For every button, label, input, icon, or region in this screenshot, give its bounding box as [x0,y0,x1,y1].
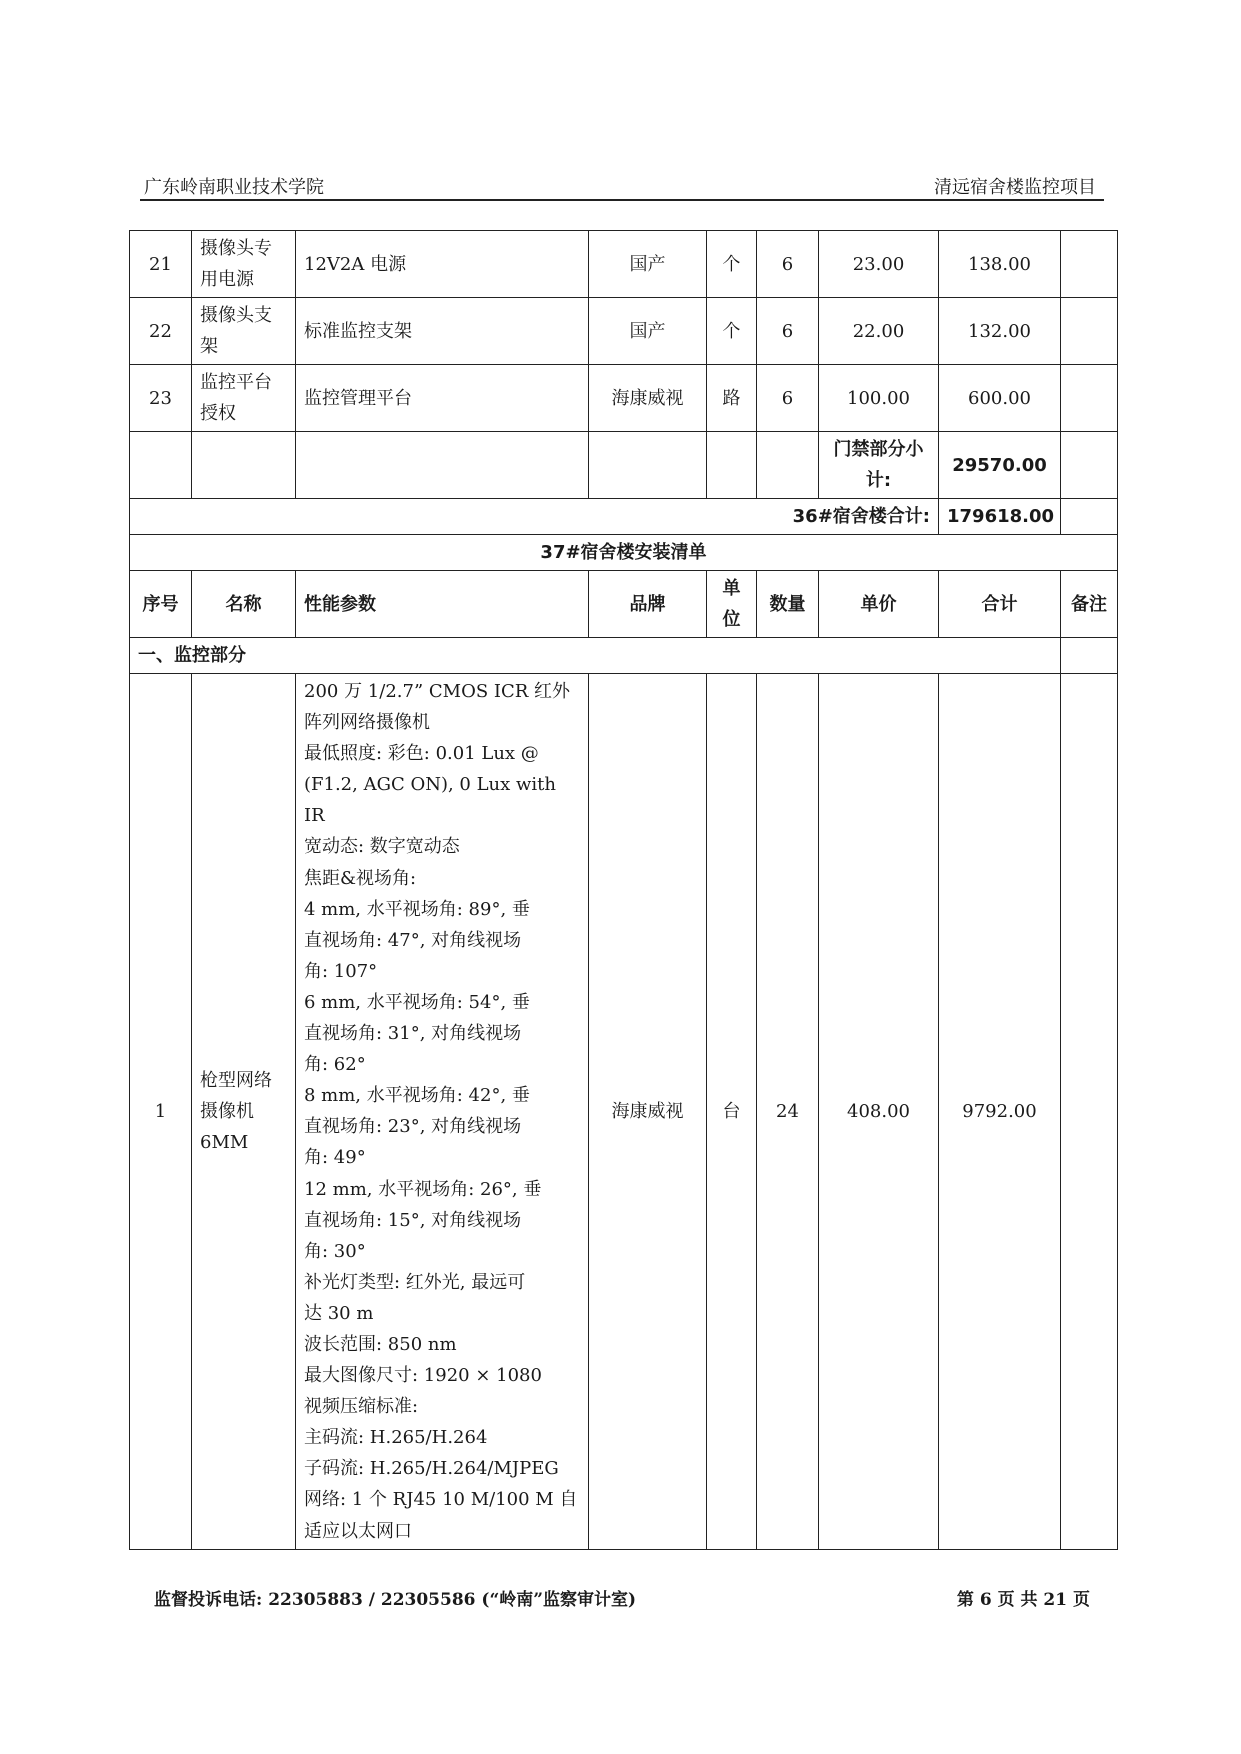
section-title: 37#宿舍楼安装清单 [130,535,1118,571]
cell-name: 枪型网络摄像机6MM [192,674,296,1550]
cell-spec: 标准监控支架 [296,298,589,365]
header-divider [140,199,1104,201]
table-row [130,231,1118,298]
spec-line: 最大图像尺寸: 1920 × 1080 [304,1365,542,1387]
section-title-row [130,535,1118,571]
header-org: 广东岭南职业技术学院 [144,177,324,198]
cell-spec [296,674,589,1550]
bill-of-quantities-table [129,230,1118,1550]
cell-price: 22.00 [819,298,939,365]
spec-line: 波长范围: 850 nm [304,1333,457,1355]
cell-price: 408.00 [819,674,939,1550]
column-header-row [130,571,1118,638]
cell-name: 摄像头专用电源 [192,231,296,298]
page-number: 第 6 页 共 21 页 [956,1590,1090,1610]
header-project: 清远宿舍楼监控项目 [934,177,1096,198]
cell-brand: 国产 [589,298,707,365]
spec-line: 8 mm, 水平视场角: 42°, 垂 [304,1085,530,1107]
spec-line: 直视场角: 31°, 对角线视场 [304,1023,522,1045]
spec-line: 直视场角: 47°, 对角线视场 [304,929,522,951]
cell-spec: 监控管理平台 [296,365,589,432]
spec-line: 角: 107° [304,960,378,982]
cell-total: 9792.00 [939,674,1061,1550]
spec-line: 4 mm, 水平视场角: 89°, 垂 [304,898,530,920]
cell-qty: 24 [757,674,819,1550]
spec-line: 宽动态: 数字宽动态 [304,836,460,858]
col-header-unit: 单位 [707,571,757,638]
spec-line: 6 mm, 水平视场角: 54°, 垂 [304,991,530,1013]
cell-no: 23 [130,365,192,432]
spec-line: 角: 30° [304,1240,366,1262]
cell-unit: 个 [707,298,757,365]
cell-qty: 6 [757,365,819,432]
cell-no: 1 [130,674,192,1550]
col-header-name: 名称 [192,571,296,638]
cell-no: 21 [130,231,192,298]
spec-line: 12 mm, 水平视场角: 26°, 垂 [304,1178,542,1200]
cell-no: 22 [130,298,192,365]
spec-line: 角: 62° [304,1054,366,1076]
col-header-no: 序号 [130,571,192,638]
spec-line: 直视场角: 15°, 对角线视场 [304,1209,522,1231]
empty-cell [130,432,192,499]
col-header-brand: 品牌 [589,571,707,638]
spec-line: 视频压缩标准: [304,1396,419,1418]
empty-cell [589,432,707,499]
building-total-value: 179618.00 [939,499,1061,535]
cell-name: 摄像头支架 [192,298,296,365]
building-total-row [130,499,1118,535]
cell-brand: 海康威视 [589,365,707,432]
spec-line: 阵列网络摄像机 [304,712,430,734]
cell-spec: 12V2A 电源 [296,231,589,298]
group-title-row [130,638,1118,674]
group-title: 一、监控部分 [130,638,1061,674]
col-header-spec: 性能参数 [296,571,589,638]
empty-cell [1061,499,1118,535]
building-total-label: 36#宿舍楼合计: [130,499,939,535]
spec-line: 子码流: H.265/H.264/MJPEG [304,1458,559,1480]
empty-cell [296,432,589,499]
cell-unit: 台 [707,674,757,1550]
subtotal-row [130,432,1118,499]
cell-note [1061,674,1118,1550]
cell-brand: 海康威视 [589,674,707,1550]
spec-line: 网络: 1 个 RJ45 10 M/100 M 自 [304,1489,578,1511]
cell-unit: 路 [707,365,757,432]
spec-line: 直视场角: 23°, 对角线视场 [304,1116,522,1138]
subtotal-value: 29570.00 [939,432,1061,499]
complaint-hotline: 监督投诉电话: 22305883 / 22305586 (“岭南”监察审计室) [154,1590,637,1610]
cell-total: 138.00 [939,231,1061,298]
spec-line: 适应以太网口 [304,1520,412,1542]
cell-note [1061,298,1118,365]
cell-qty: 6 [757,231,819,298]
spec-line: 最低照度: 彩色: 0.01 Lux @ [304,743,539,765]
spec-line: 200 万 1/2.7” CMOS ICR 红外 [304,681,571,702]
table-row [130,674,1118,1550]
table-row [130,365,1118,432]
cell-note [1061,231,1118,298]
cell-unit: 个 [707,231,757,298]
empty-cell [192,432,296,499]
cell-total: 132.00 [939,298,1061,365]
cell-qty: 6 [757,298,819,365]
empty-cell [1061,638,1118,674]
cell-note [1061,365,1118,432]
col-header-note: 备注 [1061,571,1118,638]
spec-line: IR [304,805,325,827]
table-row [130,298,1118,365]
col-header-qty: 数量 [757,571,819,638]
cell-brand: 国产 [589,231,707,298]
col-header-total: 合计 [939,571,1061,638]
empty-cell [1061,432,1118,499]
cell-price: 100.00 [819,365,939,432]
col-header-price: 单价 [819,571,939,638]
spec-line: 角: 49° [304,1147,366,1169]
spec-line: 补光灯类型: 红外光, 最远可 [304,1271,526,1293]
spec-line: 达 30 m [304,1302,374,1324]
empty-cell [707,432,757,499]
empty-cell [757,432,819,499]
subtotal-label: 门禁部分小计: [819,432,939,499]
cell-total: 600.00 [939,365,1061,432]
cell-price: 23.00 [819,231,939,298]
spec-line: 主码流: H.265/H.264 [304,1427,488,1449]
cell-name: 监控平台授权 [192,365,296,432]
spec-line: (F1.2, AGC ON), 0 Lux with [304,774,557,796]
spec-line: 焦距&视场角: [304,867,417,889]
